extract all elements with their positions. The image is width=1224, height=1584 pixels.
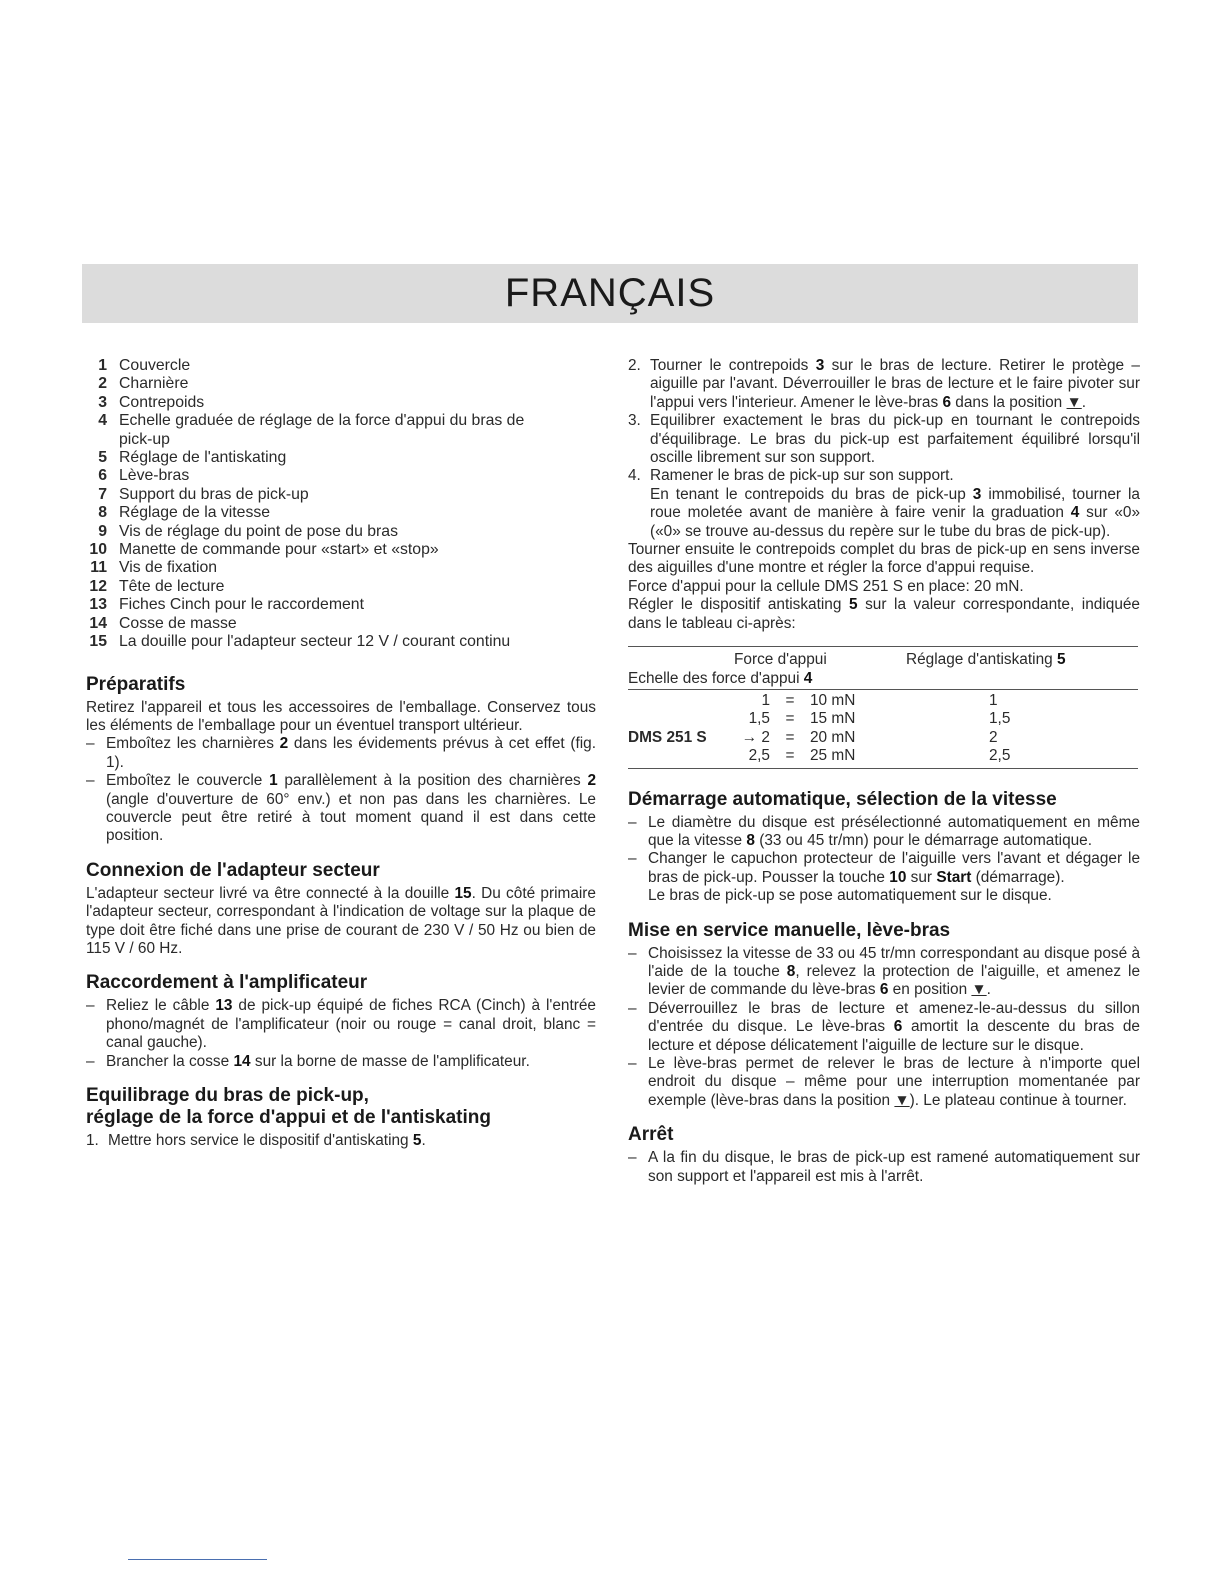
- lever-down-icon: ▼: [894, 1091, 910, 1109]
- step4-continued: En tenant le contrepoids du bras de pick-up 3 immobilisé, tourner la roue moletée avant de manière à faire venir la graduation 4 sur «0» («0» se trouve au-dessus du repère sur le tube du bras de pick-up).: [650, 485, 1140, 540]
- list-item: – Brancher la cosse 14 sur la borne de masse de l'amplificateur.: [86, 1052, 530, 1070]
- list-item: 4. Ramener le bras de pick-up sur son support.: [628, 467, 954, 485]
- list-item: 3 Contrepoids: [98, 393, 205, 411]
- antiskating-text: Régler le dispositif antiskating 5 sur la valeur correspondante, indiquée dans le tableau ci-après:: [628, 596, 1140, 632]
- page-title: FRANÇAIS: [504, 271, 716, 315]
- list-item: 12 Tête de lecture: [89, 577, 225, 595]
- table-row: 1,5 = 15 mN 1,5: [748, 710, 1011, 728]
- list-item: 14 Cosse de masse: [89, 614, 237, 632]
- lever-down-icon: ▼: [1066, 393, 1082, 411]
- table-row: 2,5 = 25 mN 2,5: [628, 747, 1138, 768]
- right-column: [628, 357, 1140, 1186]
- list-item: 6 Lève-bras: [98, 467, 190, 485]
- list-item: – Reliez le câble 13 de pick-up équipé de fiches RCA (Cinch) à l'entrée phono/magnét de l'amplificateur (noir ou rouge = canal droit, blanc = canal gauche).: [86, 997, 596, 1052]
- list-item: 10 Manette de commande pour «start» et «stop»: [89, 541, 439, 559]
- section-heading-arret: Arrêt: [628, 1124, 674, 1146]
- list-item: 3. Equilibrer exactement le bras du pick-up en tournant le contrepoids d'équilibrage. Le bras du pick-up est parfaitement équilibré lorsqu'il oscille librement sur son support.: [628, 412, 1140, 467]
- table-header-row: Force d'appui Réglage d'antiskating 5: [628, 647, 1138, 670]
- list-item: 13 Fiches Cinch pour le raccordement: [89, 596, 364, 614]
- footer-rule: [128, 1559, 267, 1560]
- list-item: 11 Vis de fixation: [90, 559, 218, 577]
- list-item: – Emboîtez le couvercle 1 parallèlement à la position des charnières 2 (angle d'ouverture de 60° env.) et non pas dans les charnières. Le couvercle peut être retiré à tout moment quand il est dans cette position.: [86, 772, 597, 845]
- force-text: Force d'appui pour la cellule DMS 251 S en place: 20 mN.: [628, 577, 1024, 595]
- section-heading-preparatifs: Préparatifs: [86, 673, 186, 695]
- table-row: DMS 251 S → 2 = 20 mN 2: [628, 728, 998, 746]
- lever-down-icon: ▼: [971, 981, 987, 999]
- table-row: 1 = 10 mN 1: [628, 689, 1138, 710]
- list-item: 15 La douille pour l'adapteur secteur 12 V / courant continu: [89, 633, 511, 651]
- list-item: – Déverrouillez le bras de lecture et amenez-le-au-dessus du sillon d'entrée du disque. Le lève-bras 6 amortit la descente du bras de lecture et dépose délicatement l'aiguille de lecture sur le disque.: [628, 999, 1140, 1054]
- left-column: [86, 357, 596, 1150]
- parts-list: [86, 357, 596, 652]
- list-item: – A la fin du disque, le bras de pick-up est ramené automatiquement sur son support et l'appareil est mis à l'arrêt.: [628, 1149, 1140, 1185]
- list-item: 4 Echelle graduée de réglage de la force d'appui du bras de pick-up: [98, 412, 525, 448]
- connexion-text: L'adapteur secteur livré va être connecté à la douille 15. Du côté primaire l'adapteur secteur, correspondant à l'indication de voltage sur la plaque de type doit être fiché dans une prise de courant de 230 V / 50 Hz ou bien de 115 V / 60 Hz.: [86, 884, 596, 957]
- section-heading-equilibrage: Equilibrage du bras de pick-up, réglage de la force d'appui et de l'antiskating: [86, 1085, 491, 1128]
- list-item: – Emboîtez les charnières 2 dans les évidements prévus à cet effet (fig. 1).: [86, 735, 597, 771]
- after-text: Tourner ensuite le contrepoids complet du bras de pick-up en sens inverse des aiguilles d'une montre et régler la force d'appui requise.: [628, 541, 1140, 577]
- list-item: 2 Charnière: [98, 375, 189, 393]
- list-item: 7 Support du bras de pick-up: [98, 485, 309, 503]
- list-item: 1. Mettre hors service le dispositif d'antiskating 5.: [86, 1132, 426, 1149]
- section-heading-demarrage: Démarrage automatique, sélection de la vitesse: [628, 788, 1057, 810]
- preparatifs-intro: Retirez l'appareil et tous les accessoires de l'emballage. Conservez tous les éléments de l'emballage pour un éventuel transport ultérieur.: [86, 698, 596, 734]
- list-item: – Le diamètre du disque est présélectionné automatiquement en même que la vitesse 8 (33 ou 45 tr/mn) pour le démarrage automatique.: [628, 813, 1140, 849]
- list-item: 2. Tourner le contrepoids 3 sur le bras de lecture. Retirer le protège – aiguille par l'avant. Déverrouiller le bras de lecture et le faire pivoter sur l'appui vers l'interieur. Amener le lève-bras 6 dans la position ▼.: [628, 357, 1140, 411]
- force-table: [628, 646, 1138, 768]
- list-item: 1 Couvercle: [98, 357, 191, 374]
- list-item: 8 Réglage de la vitesse: [98, 504, 271, 522]
- table-header-row: Echelle des force d'appui 4: [628, 669, 813, 687]
- section-heading-connexion: Connexion de l'adapteur secteur: [86, 859, 380, 881]
- list-item: – Choisissez la vitesse de 33 ou 45 tr/mn correspondant au disque posé à l'aide de la touche 8, relevez la protection de l'aiguille, et amenez le levier de commande du lève-bras 6 en position ▼.: [628, 944, 1141, 999]
- list-item: – Le lève-bras permet de relever le bras de lecture à n'importe quel endroit du disque – même pour une interruption momentanée par exemple (lève-bras dans la position ▼). Le plateau continue à tourner.: [628, 1055, 1140, 1109]
- list-item: 9 Vis de réglage du point de pose du bras: [98, 522, 398, 540]
- section-heading-manuelle: Mise en service manuelle, lève-bras: [628, 919, 951, 941]
- list-item: – Changer le capuchon protecteur de l'aiguille vers l'avant et dégager le bras de pick-up. Pousser la touche 10 sur Start (démarrage). Le bras de pick-up se pose automatiquement sur le disque.: [628, 850, 1140, 905]
- list-item: 5 Réglage de l'antiskating: [98, 449, 287, 467]
- section-heading-raccordement: Raccordement à l'amplificateur: [86, 972, 368, 994]
- language-header-banner: [82, 264, 1138, 323]
